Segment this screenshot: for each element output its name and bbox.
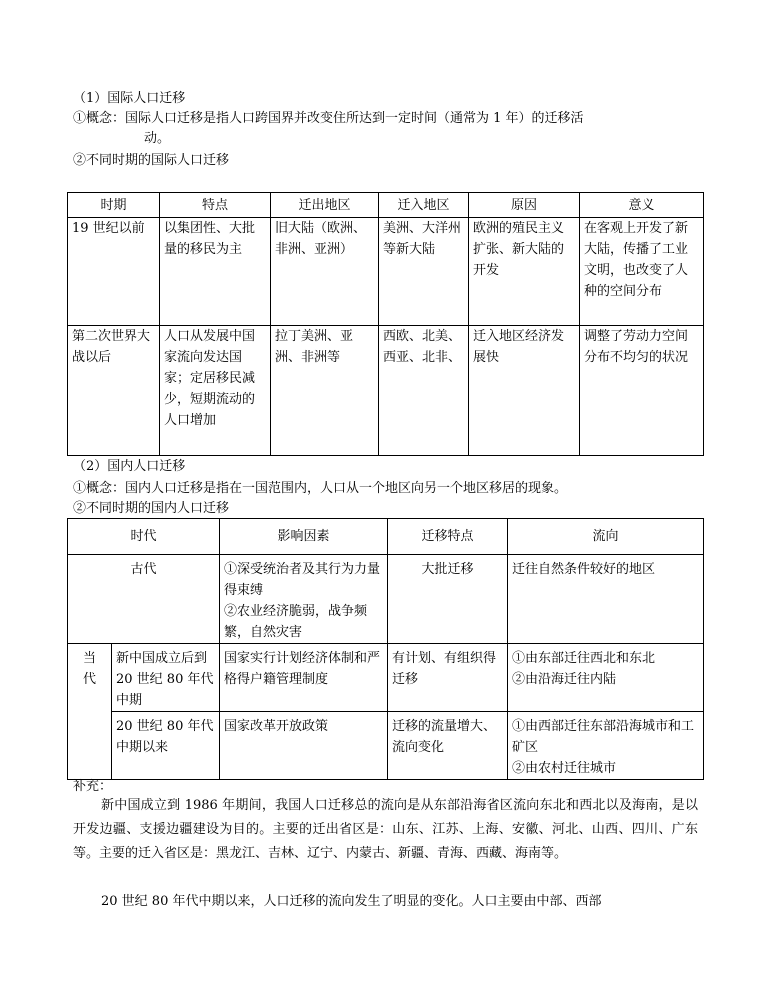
cell-migration-features: 有计划、有组织得迁移 bbox=[388, 644, 508, 712]
header-significance: 意义 bbox=[580, 193, 704, 218]
section1-concept-line1: ①概念：国际人口迁移是指人口跨国界并改变住所达到一定时间（通常为 1 年）的迁移活 bbox=[73, 111, 584, 126]
cell-significance: 调整了劳动力空间分布不均匀的状况 bbox=[580, 326, 704, 456]
table-row bbox=[68, 326, 704, 456]
cell-factors bbox=[220, 555, 388, 644]
cell-origin: 旧大陆（欧洲、非洲、亚洲） bbox=[271, 218, 379, 326]
section1-concept-line2: 动。 bbox=[144, 131, 171, 146]
header-factors: 影响因素 bbox=[220, 519, 388, 555]
section1-heading: （1）国际人口迁移 bbox=[73, 91, 186, 106]
cell-origin: 拉丁美洲、亚洲、非洲等 bbox=[271, 326, 379, 456]
domestic-migration-table bbox=[67, 518, 704, 780]
cell-flow-direction: 迁往自然条件较好的地区 bbox=[508, 555, 704, 644]
table-header-row bbox=[68, 519, 704, 555]
cell-features: 人口从发展中国家流向发达国家；定居移民减少，短期流动的人口增加 bbox=[160, 326, 271, 456]
cell-era-ancient: 古代 bbox=[68, 555, 220, 644]
factor-item: ②农业经济脆弱，战争频繁，自然灾害 bbox=[224, 604, 368, 640]
header-era: 时代 bbox=[68, 519, 220, 555]
cell-period: 新中国成立后到 20 世纪 80 年代中期 bbox=[112, 644, 220, 712]
table-row-modern-1 bbox=[68, 644, 704, 712]
table-row bbox=[68, 218, 704, 326]
supplement-paragraph-1: 新中国成立到 1986 年期间，我国人口迁移总的流向是从东部沿海省区流向东北和西北以及海南，是以开发边疆、支援边疆建设为目的。主要的迁出省区是：山东、江苏、上海、安徽、河北、山西、四川、广东等。主要的迁入省区是：黑龙江、吉林、辽宁、内蒙古、新疆、青海、西藏、海南等。 bbox=[73, 798, 698, 861]
cell-flow-direction bbox=[508, 712, 704, 780]
flow-item: ①由西部迁往东部沿海城市和工矿区 bbox=[512, 719, 695, 755]
cell-cause: 迁入地区经济发展快 bbox=[469, 326, 580, 456]
cell-features: 以集团性、大批量的移民为主 bbox=[160, 218, 271, 326]
section1-subheading: ②不同时期的国际人口迁移 bbox=[73, 153, 230, 168]
cell-migration-features: 迁移的流量增大、流向变化 bbox=[388, 712, 508, 780]
table-row-modern-2 bbox=[68, 712, 704, 780]
section2-heading: （2）国内人口迁移 bbox=[73, 459, 186, 474]
flow-item: ①由东部迁往西北和东北 bbox=[512, 651, 656, 666]
cell-era-modern: 当代 bbox=[68, 644, 112, 780]
cell-migration-features: 大批迁移 bbox=[388, 555, 508, 644]
cell-destination: 美洲、大洋州等新大陆 bbox=[379, 218, 469, 326]
cell-period: 20 世纪 80 年代中期以来 bbox=[112, 712, 220, 780]
section2-concept: ①概念：国内人口迁移是指在一国范围内，人口从一个地区向另一个地区移居的现象。 bbox=[73, 481, 568, 496]
international-migration-table bbox=[67, 192, 704, 456]
flow-item: ②由农村迁往城市 bbox=[512, 761, 617, 776]
header-flow-direction: 流向 bbox=[508, 519, 704, 555]
factor-item: ①深受统治者及其行为力量得束缚 bbox=[224, 562, 381, 598]
cell-destination: 西欧、北美、西亚、北非、 bbox=[379, 326, 469, 456]
flow-item: ②由沿海迁往内陆 bbox=[512, 672, 617, 687]
cell-flow-direction bbox=[508, 644, 704, 712]
supplement-label: 补充： bbox=[73, 779, 113, 794]
header-migration-features: 迁移特点 bbox=[388, 519, 508, 555]
cell-period: 第二次世界大战以后 bbox=[68, 326, 160, 456]
cell-significance: 在客观上开发了新大陆，传播了工业文明，也改变了人种的空间分布 bbox=[580, 218, 704, 326]
header-origin: 迁出地区 bbox=[271, 193, 379, 218]
table-header-row bbox=[68, 193, 704, 218]
header-features: 特点 bbox=[160, 193, 271, 218]
cell-factors: 国家实行计划经济体制和严格得户籍管理制度 bbox=[220, 644, 388, 712]
supplement-paragraph-2: 20 世纪 80 年代中期以来，人口迁移的流向发生了明显的变化。人口主要由中部、西部 bbox=[101, 894, 602, 909]
cell-factors: 国家改革开放政策 bbox=[220, 712, 388, 780]
header-period: 时期 bbox=[68, 193, 160, 218]
cell-cause: 欧洲的殖民主义扩张、新大陆的开发 bbox=[469, 218, 580, 326]
section2-subheading: ②不同时期的国内人口迁移 bbox=[73, 501, 230, 516]
cell-period: 19 世纪以前 bbox=[68, 218, 160, 326]
table-row-ancient bbox=[68, 555, 704, 644]
header-destination: 迁入地区 bbox=[379, 193, 469, 218]
header-cause: 原因 bbox=[469, 193, 580, 218]
